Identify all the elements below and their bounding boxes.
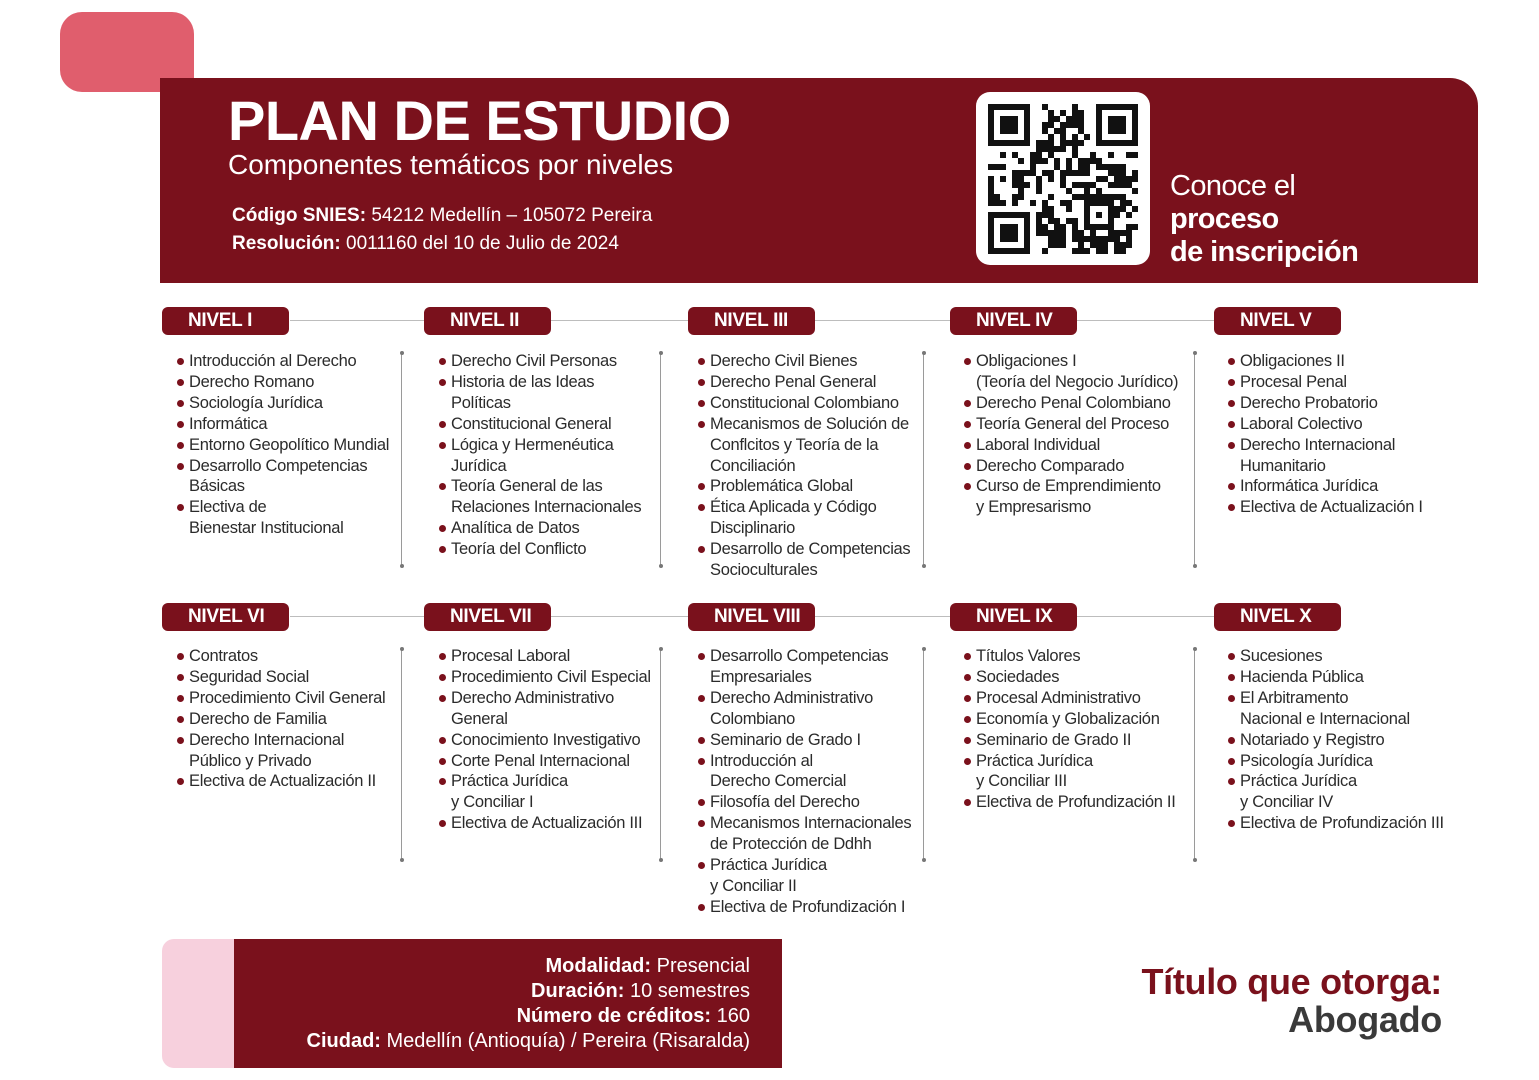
course-item: Introducción al Derecho [175,351,389,372]
course-item: Derecho de Familia [175,709,385,730]
course-item: Derecho Administrativo Colombiano [696,688,911,730]
course-item: Historia de las Ideas Políticas [437,372,641,414]
course-list-nivel-9 [962,646,1176,813]
course-item: Procesal Laboral [437,646,651,667]
course-item: Conocimiento Investigativo [437,730,651,751]
modalidad-line [307,954,750,979]
course-item: Obligaciones I (Teoría del Negocio Jurídico) [962,351,1178,393]
course-item: Teoría General de las Relaciones Internacionales [437,476,641,518]
course-list-nivel-7 [437,646,651,834]
duracion-value: 10 semestres [624,980,750,1002]
course-item: Corte Penal Internacional [437,751,651,772]
course-item: Economía y Globalización [962,709,1176,730]
course-item: Notariado y Registro [1226,730,1444,751]
course-item: Curso de Emprendimiento y Empresarismo [962,476,1178,518]
course-item: Derecho Romano [175,372,389,393]
degree-label: Título que otorga: [1141,961,1442,1002]
course-item: Sucesiones [1226,646,1444,667]
creditos-value: 160 [711,1005,750,1027]
column-divider [660,353,661,566]
course-item: Entorno Geopolítico Mundial [175,435,389,456]
course-item: Derecho Civil Personas [437,351,641,372]
cta-line-3: de inscripción [1170,236,1359,268]
course-item: Desarrollo Competencias Básicas [175,456,389,498]
resolution-label: Resolución: [232,233,341,254]
level-title: NIVEL X [1214,603,1341,631]
page-subtitle: Componentes temáticos por niveles [228,149,674,180]
course-item: Ética Aplicada y Código Disciplinario [696,497,910,539]
course-list-nivel-6 [175,646,385,792]
course-item: Electiva de Profundización I [696,897,911,918]
course-item: Laboral Individual [962,435,1178,456]
snies-line [232,202,652,230]
snies-label: Código SNIES: [232,205,367,226]
level-title: NIVEL VIII [688,603,815,631]
cta-line-1: Conoce el [1170,170,1296,202]
course-item: Sociología Jurídica [175,393,389,414]
level-title: NIVEL III [688,307,815,335]
course-item: Contratos [175,646,385,667]
column-divider [1194,353,1195,566]
level-title: NIVEL V [1214,307,1341,335]
program-info [232,202,652,258]
modalidad-value: Presencial [651,955,750,977]
cta-line-2: proceso [1170,203,1279,235]
page-title: PLAN DE ESTUDIO [228,89,731,152]
course-item: Derecho Civil Bienes [696,351,910,372]
course-item: Analítica de Datos [437,518,641,539]
column-divider [1194,649,1195,860]
degree-block [1141,963,1442,1039]
course-item: Práctica Jurídica y Conciliar IV [1226,771,1444,813]
level-title: NIVEL IX [950,603,1077,631]
course-item: Derecho Penal General [696,372,910,393]
course-list-nivel-10 [1226,646,1444,834]
course-item: Práctica Jurídica y Conciliar II [696,855,911,897]
column-divider [401,649,402,860]
course-list-nivel-2 [437,351,641,560]
course-item: Derecho Comparado [962,456,1178,477]
course-item: Procedimiento Civil General [175,688,385,709]
course-list-nivel-3 [696,351,910,581]
ciudad-line [307,1029,750,1054]
resolution-value: 0011160 del 10 de Julio de 2024 [340,233,619,254]
course-item: Electiva de Profundización III [1226,813,1444,834]
course-item: Seminario de Grado II [962,730,1176,751]
course-item: Lógica y Hermenéutica Jurídica [437,435,641,477]
course-item: Problemática Global [696,476,910,497]
course-item: Seguridad Social [175,667,385,688]
course-item: Mecanismos Internacionales de Protección de Ddhh [696,813,911,855]
duracion-line [307,979,750,1004]
course-item: Derecho Penal Colombiano [962,393,1178,414]
level-title: NIVEL VII [424,603,551,631]
course-item: Electiva de Bienestar Institucional [175,497,389,539]
course-item: Seminario de Grado I [696,730,911,751]
duracion-label: Duración: [531,980,625,1002]
course-item: Obligaciones II [1226,351,1423,372]
course-item: Desarrollo Competencias Empresariales [696,646,911,688]
creditos-label: Número de créditos: [516,1005,712,1027]
course-item: Derecho Probatorio [1226,393,1423,414]
course-list-nivel-8 [696,646,911,918]
course-item: Práctica Jurídica y Conciliar III [962,751,1176,793]
course-item: Constitucional Colombiano [696,393,910,414]
course-list-nivel-1 [175,351,389,539]
level-title: NIVEL I [162,307,289,335]
column-divider [401,353,402,566]
footer-accent [162,939,242,1068]
course-item: Procesal Penal [1226,372,1423,393]
course-item: Procedimiento Civil Especial [437,667,651,688]
course-item: Títulos Valores [962,646,1176,667]
course-list-nivel-4 [962,351,1178,518]
resolution-line [232,230,652,258]
course-item: Teoría General del Proceso [962,414,1178,435]
course-item: Filosofía del Derecho [696,792,911,813]
course-item: Psicología Jurídica [1226,751,1444,772]
qr-code-graphic [988,104,1138,254]
course-list-nivel-5 [1226,351,1423,518]
course-item: Electiva de Profundización II [962,792,1176,813]
level-title: NIVEL II [424,307,551,335]
course-item: Derecho Internacional Humanitario [1226,435,1423,477]
course-item: Procesal Administrativo [962,688,1176,709]
course-item: Derecho Internacional Público y Privado [175,730,385,772]
column-divider [923,353,924,566]
course-item: Constitucional General [437,414,641,435]
modalidad-label: Modalidad: [545,955,652,977]
course-item: Mecanismos de Solución de Conflcitos y Teoría de la Conciliación [696,414,910,477]
course-item: Práctica Jurídica y Conciliar I [437,771,651,813]
course-item: Electiva de Actualización I [1226,497,1423,518]
creditos-line [307,1004,750,1029]
course-item: El Arbitramento Nacional e Internacional [1226,688,1444,730]
snies-value: 54212 Medellín – 105072 Pereira [366,205,653,226]
course-item: Laboral Colectivo [1226,414,1423,435]
course-item: Derecho Administrativo General [437,688,651,730]
degree-value: Abogado [1288,999,1442,1040]
ciudad-label: Ciudad: [306,1030,381,1052]
column-divider [660,649,661,860]
program-details-box [234,939,782,1068]
course-item: Sociedades [962,667,1176,688]
ciudad-value: Medellín (Antioquía) / Pereira (Risaralda) [380,1030,750,1052]
course-item: Teoría del Conflicto [437,539,641,560]
program-details [307,954,750,1054]
course-item: Informática Jurídica [1226,476,1423,497]
registration-cta[interactable] [1170,170,1358,269]
course-item: Electiva de Actualización II [175,771,385,792]
level-title: NIVEL VI [162,603,289,631]
course-item: Informática [175,414,389,435]
qr-code-icon[interactable] [976,92,1150,265]
course-item: Introducción al Derecho Comercial [696,751,911,793]
column-divider [923,649,924,860]
course-item: Hacienda Pública [1226,667,1444,688]
level-title: NIVEL IV [950,307,1077,335]
course-item: Desarrollo de Competencias Socioculturales [696,539,910,581]
course-item: Electiva de Actualización III [437,813,651,834]
